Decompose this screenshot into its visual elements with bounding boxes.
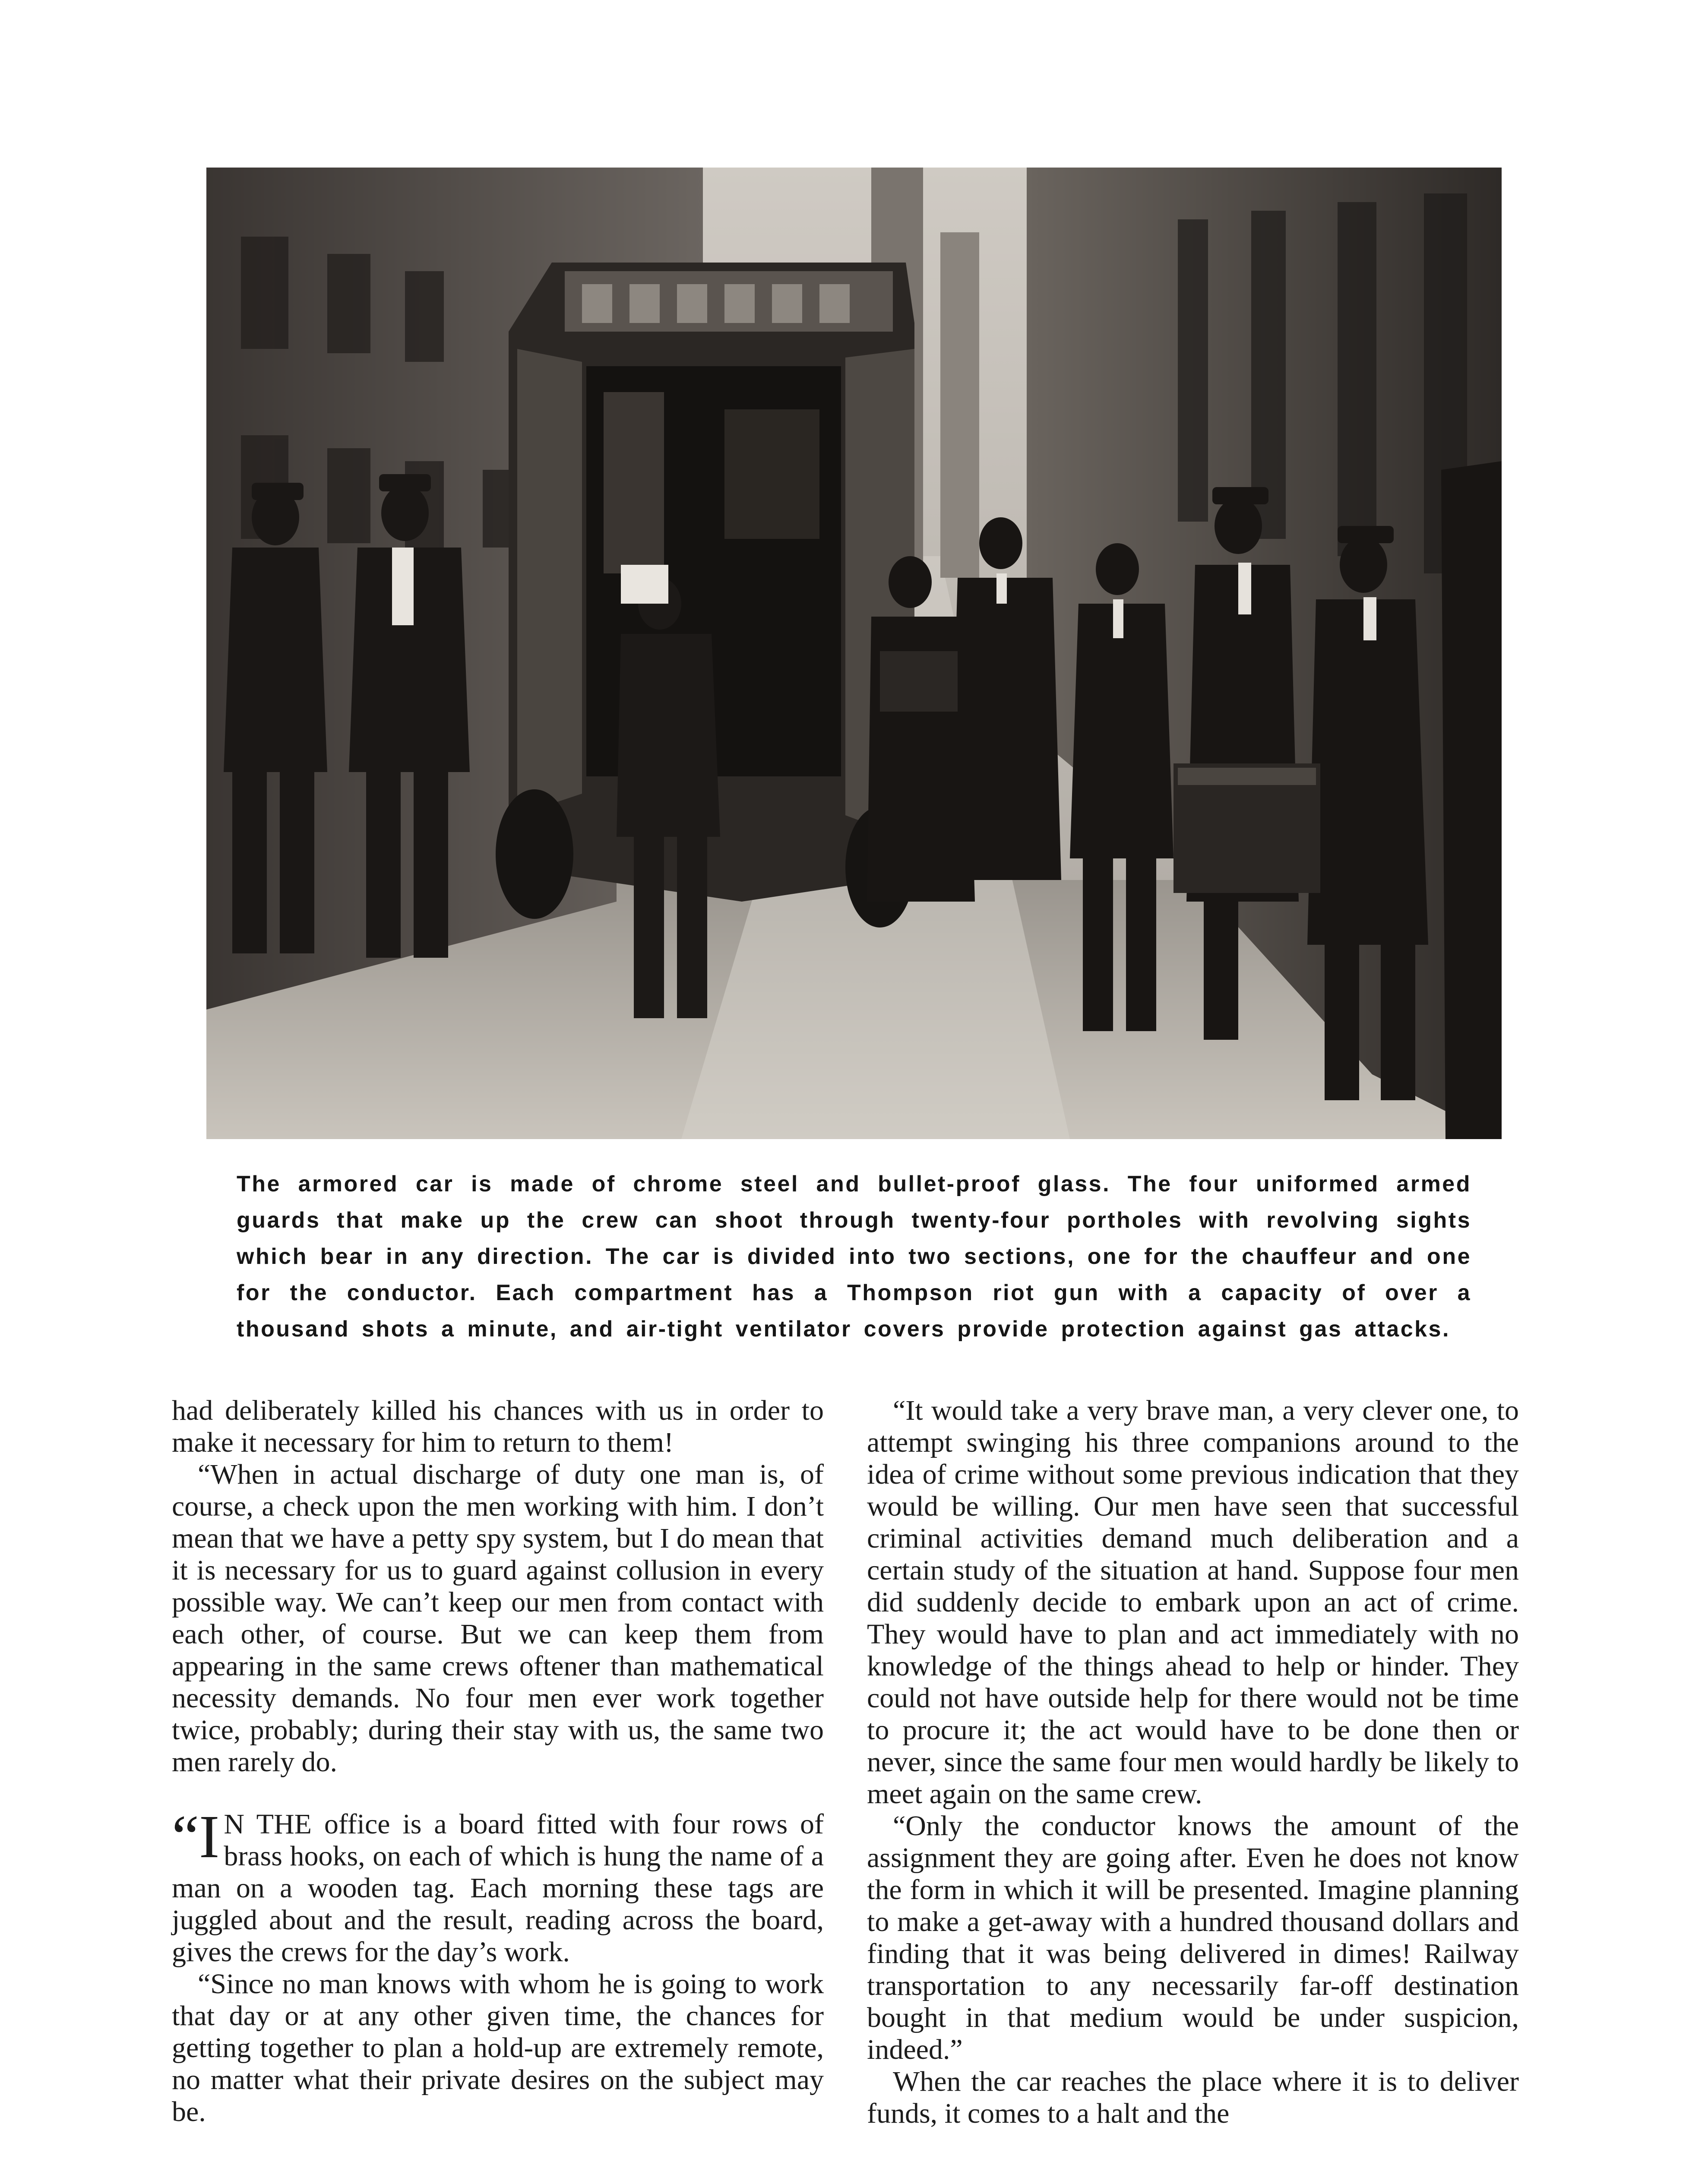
photo-caption: The armored car is made of chrome steel and bullet-proof glass. The four uniformed armed guards that make up the crew can shoot through twenty-four portholes with revolving sights which bear in any direction. The car is divided into two sections, one for the chauffeur and one for the conductor. Each compartment has a Thompson riot gun with a capacity of over a thousand shots a minute, and air-tight ventilator covers provide protection against gas attacks. xyxy=(237,1171,1471,1342)
paragraph: When the car reaches the place where it is to deliver funds, it comes to a halt and the xyxy=(867,2066,1519,2129)
paragraph: “Only the conductor knows the amount of the assignment they are going after. Even he does not know the form in which it will be presented. Imagine planning to make a get-away with a hundred thousand dollars and finding that it was being delivered in dimes! Railway transportation to any necessarily far-off destination bought in that medium would be under suspicion, indeed.” xyxy=(867,1810,1519,2065)
paragraph: “Since no man knows with whom he is going to work that day or at any other given time, the chances for getting together to plan a hold-up are extremely remote, no matter what their private desires on the subject may be. xyxy=(172,1968,824,2127)
paragraph: had deliberately killed his chances with us in order to make it necessary for him to return to them! xyxy=(172,1395,824,1458)
photo-illustration xyxy=(206,168,1502,1139)
drop-cap: “I xyxy=(172,1802,220,1871)
paragraph: “It would take a very brave man, a very clever one, to attempt swinging his three companions around to the idea of crime without some previous indication that they would be willing. Our men have seen that successful criminal activities demand much deliberation and a certain study of the situation at hand. Suppose four men did suddenly decide to embark upon an act of crime. They would have to plan and act immediately with no knowledge of the things ahead to help or hinder. They could not have outside help for there would not be time to procure it; the act would have to be done then or never, since the same four men would hardly be likely to meet again on the same crew. xyxy=(867,1395,1519,1810)
right-column xyxy=(867,1395,1519,2130)
left-column xyxy=(172,1395,824,2128)
paragraph: “When in actual discharge of duty one man is, of course, a check upon the men working with him. I don’t mean that we have a petty spy system, but I do mean that it is necessary for us to guard against collusion in every possible way. We can’t keep our men from contact with each other, of course. But we can keep them from appearing in the same crews oftener than mathematical necessity demands. No four men ever work together twice, probably; during their stay with us, the same two men rarely do. xyxy=(172,1459,824,1778)
paragraph-text: N THE office is a board fitted with four rows of brass hooks, on each of which is hung the name of a man on a wooden tag. Each morning these tags are juggled about and the result, reading across the board, gives the crews for the day’s work. xyxy=(172,1808,824,1968)
section-opening-paragraph xyxy=(172,1802,824,1968)
armored-car-photo xyxy=(206,168,1502,1139)
